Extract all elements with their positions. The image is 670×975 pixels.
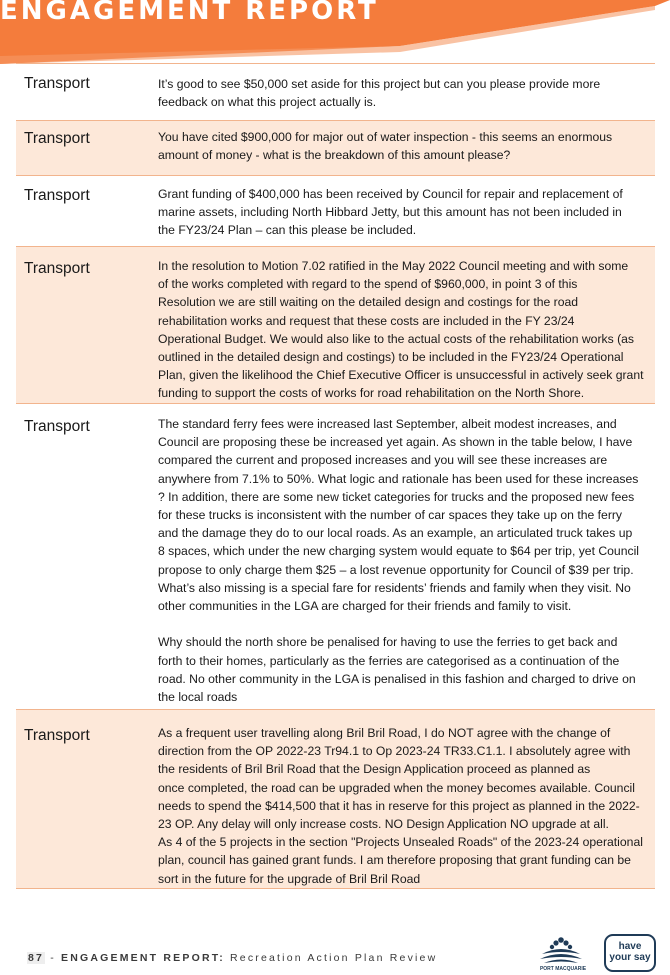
footer-label: ENGAGEMENT REPORT: [61,952,225,964]
category-cell: Transport [24,187,90,204]
feedback-text: You have cited $900,000 for major out of water inspection - this seems an enormous amount of money - what is the breakdown of this amount please? [158,130,613,163]
feedback-text: The standard ferry fees were increased last September, albeit modest increases, and Council are proposing these be increased yet again. As shown in the table below, I have compared the current and proposed increases and you will see these increases are anywhere from 7.1% to 50%. What logic and rationale has been used for these increases ? In addition, there are some new ticket categories for trucks and the proposed new fees for these trucks is inconsistent with the number of car spaces they take up on the ferry and the damage they do to our local roads. As an example, an articulated truck takes up 8 spaces, which under the new charging system would equate to $64 per trip, yet Council propose to only charge them $25 – a lost revenue opportunity for Council of $39 per trip. What’s also missing is a special fare for residents’ friends and family when they visit. No other communities in the LGA are charged for their friends and family to visit. Why should the north shore be penalised for having to use the ferries to get back and forth to their homes, particularly as the ferries are categorised as a continuation of the road. No other community in the LGA is penalised in this fashion and charged to drive on the local roads [158,417,640,705]
council-logo [536,934,586,970]
table-row [16,709,655,889]
feedback-text: In the resolution to Motion 7.02 ratified in the May 2022 Council meeting and with some of the works completed with regard to the spend of $960,000, in point 3 of this Resolution we are still waiting on the detailed design and costings for the road rehabilitation works and request that these costs are included in the FY 23/24 Operational Budget. We would also like to the actual costs of the rehabilitation works (as outlined in the detailed design and costings) to be included in the FY23/24 Operational Plan, given the likelihood the Chief Executive Officer is unsuccessful in actively seek grant funding to support the costs of works for road rehabilitation on the North Shore. [158,259,644,401]
footer-separator: - [45,952,62,964]
table-row [16,175,655,246]
council-logo-text: PORT MACQUARIE [539,966,587,972]
category-cell: Transport [24,727,90,744]
header-banner [0,0,670,64]
logo-line-1: have [618,941,642,952]
page-number: 87 [28,952,45,964]
category-cell: Transport [24,418,90,435]
page-footer [27,952,437,964]
logo-line-2: your say [609,952,651,963]
feedback-text: It’s good to see $50,000 set aside for this project but can you please provide more feedback on what this project actually is. [158,77,601,110]
feedback-text: Grant funding of $400,000 has been received by Council for repair and replacement of marine assets, including North Hibbard Jetty, but this amount has not been included in the FY23/24 Plan – can this please be included. [158,187,623,238]
table-row [16,120,655,175]
feedback-table [16,63,655,889]
footer-subtitle: Recreation Action Plan Review [224,952,438,964]
category-cell: Transport [24,260,90,277]
page-title: ENGAGEMENT REPORT [0,0,379,26]
have-your-say-logo [604,934,656,972]
table-row [16,64,655,120]
category-cell: Transport [24,130,90,147]
council-logo-icon [536,934,586,970]
feedback-text: As a frequent user travelling along Bril Bril Road, I do NOT agree with the change of direction from the OP 2022-23 Tr94.1 to Op 2023-24 TR33.C1.1. I absolutely agree with the residents of Bril Bril Road that the Design Application proceed as planned as once completed, the road can be upgraded when the money becomes available. Council needs to spend the $414,500 that it has in reserve for this project as planned in the 2022- 23 OP. Any delay will only increase costs. NO Design Application NO upgrade at all. As 4 of the 5 projects in the section "Projects Unsealed Roads" of the 2023-24 operational plan, council has gained grant funds. I am therefore proposing that grant funding can be sort in the future for the upgrade of Bril Bril Road [158,726,643,886]
table-row [16,246,655,403]
table-row [16,403,655,709]
category-cell: Transport [24,75,90,92]
